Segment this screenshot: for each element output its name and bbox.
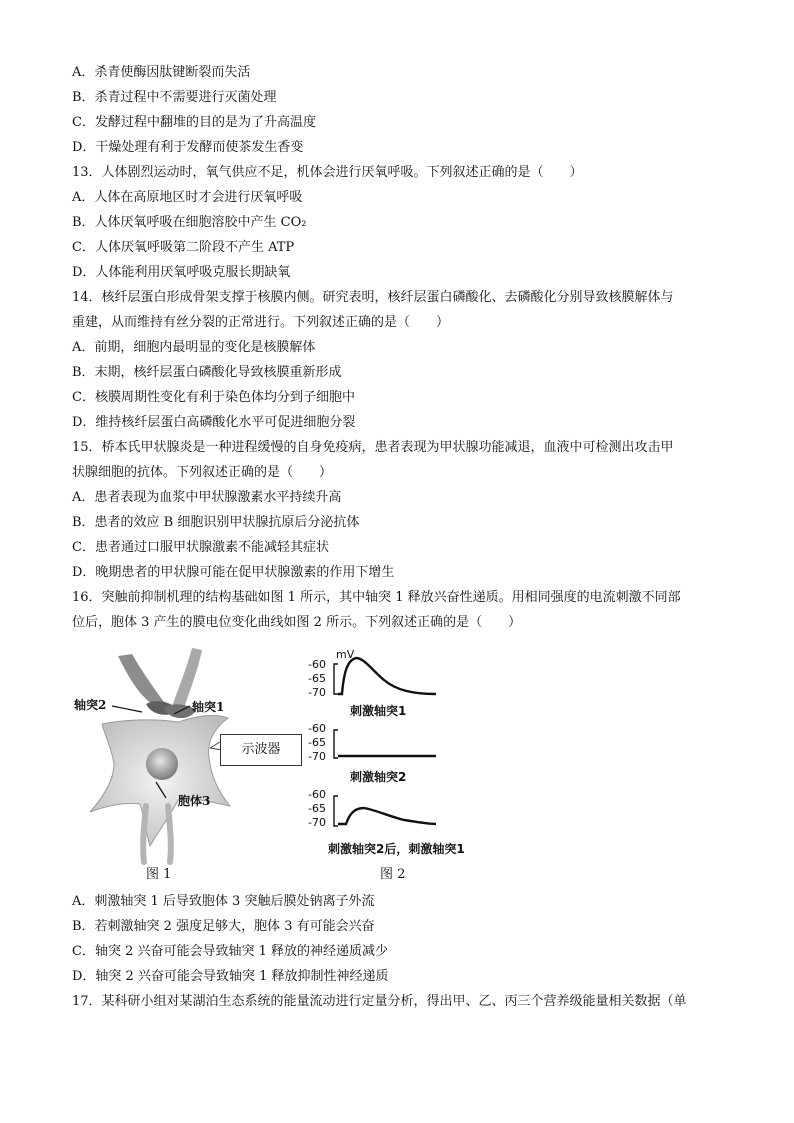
q13-option-c: C．人体厌氧呼吸第二阶段不产生 ATP <box>72 240 295 255</box>
q17-stem-line1: 17．某科研小组对某湖泊生态系统的能量流动进行定量分析，得出甲、乙、丙三个营养级能量相关数据（单 <box>72 994 687 1009</box>
label-axon2: 轴突2 <box>74 698 107 712</box>
p3-tick-60: -60 <box>308 788 326 801</box>
q12-option-b: B．杀青过程中不需要进行灭菌处理 <box>72 90 277 105</box>
q15-option-b: B．患者的效应 B 细胞识别甲状腺抗原后分泌抗体 <box>72 515 360 530</box>
q12-option-d: D．干燥处理有利于发酵而使茶发生香变 <box>72 140 304 155</box>
q14-option-b: B．末期，核纤层蛋白磷酸化导致核膜重新形成 <box>72 365 342 380</box>
q16-option-b: B．若刺激轴突 2 强度足够大，胞体 3 有可能会兴奋 <box>72 919 375 934</box>
q12-option-c: C．发酵过程中翻堆的目的是为了升高温度 <box>72 115 316 130</box>
trace-panel-2 <box>332 724 452 764</box>
q13-option-d: D．人体能利用厌氧呼吸克服长期缺氧 <box>72 265 291 280</box>
p3-tick-70: -70 <box>308 816 326 829</box>
trace-caption-1: 刺激轴突1 <box>350 704 407 718</box>
q16-figures <box>60 646 500 886</box>
p1-tick-60: -60 <box>308 658 326 671</box>
p2-tick-65: -65 <box>308 736 326 749</box>
trace-caption-3: 刺激轴突2后，刺激轴突1 <box>328 842 465 856</box>
q14-option-a: A．前期，细胞内最明显的变化是核膜解体 <box>72 340 316 355</box>
oscilloscope-box: 示波器 <box>220 734 302 766</box>
p3-tick-65: -65 <box>308 802 326 815</box>
q16-option-c: C．轴突 2 兴奋可能会导致轴突 1 释放的神经递质减少 <box>72 944 389 959</box>
q13-option-b: B．人体厌氧呼吸在细胞溶胶中产生 CO₂ <box>72 215 307 230</box>
q15-option-c: C．患者通过口服甲状腺激素不能减轻其症状 <box>72 540 329 555</box>
axon1-shape <box>172 648 202 708</box>
q14-option-c: C．核膜周期性变化有利于染色体均分到子细胞中 <box>72 390 355 405</box>
q14-stem-line2: 重建，从而维持有丝分裂的正常进行。下列叙述正确的是（ ） <box>72 315 450 330</box>
trace-3 <box>338 808 436 824</box>
label-axon1: 轴突1 <box>192 700 225 714</box>
trace-panel-1 <box>332 650 452 700</box>
soma-body <box>90 715 230 846</box>
trace-panel-3 <box>332 790 452 834</box>
q16-stem-line1: 16．突触前抑制机理的结构基础如图 1 所示，其中轴突 1 释放兴奋性递质。用相同强度的电流刺激不同部 <box>72 590 681 605</box>
unit-label: mV <box>336 648 355 661</box>
p1-tick-70: -70 <box>308 686 326 699</box>
figure2-caption: 图 2 <box>380 867 406 882</box>
q14-option-d: D．维持核纤层蛋白高磷酸化水平可促进细胞分裂 <box>72 415 356 430</box>
q16-stem-line2: 位后，胞体 3 产生的膜电位变化曲线如图 2 所示。下列叙述正确的是（ ） <box>72 615 522 630</box>
trace-caption-2: 刺激轴突2 <box>350 770 407 784</box>
q15-option-d: D．晚期患者的甲状腺可能在促甲状腺激素的作用下增生 <box>72 565 395 580</box>
trace-1 <box>338 658 436 694</box>
label-soma3: 胞体3 <box>178 794 211 808</box>
q13-stem: 13．人体剧烈运动时，氧气供应不足，机体会进行厌氧呼吸。下列叙述正确的是（ ） <box>72 165 583 180</box>
q15-option-a: A．患者表现为血浆中甲状腺激素水平持续升高 <box>72 490 342 505</box>
p2-tick-60: -60 <box>308 722 326 735</box>
p1-tick-65: -65 <box>308 672 326 685</box>
q16-option-d: D．轴突 2 兴奋可能会导致轴突 1 释放抑制性神经递质 <box>72 969 389 984</box>
q15-stem-line1: 15．桥本氏甲状腺炎是一种进程缓慢的自身免疫病，患者表现为甲状腺功能减退，血液中可检测出攻击甲 <box>72 440 674 455</box>
figure1-caption: 图 1 <box>146 867 172 882</box>
p2-tick-70: -70 <box>308 750 326 763</box>
q16-option-a: A．刺激轴突 1 后导致胞体 3 突触后膜处钠离子外流 <box>72 894 375 909</box>
axon2-shape <box>118 654 164 704</box>
q14-stem-line1: 14．核纤层蛋白形成骨架支撑于核膜内侧。研究表明，核纤层蛋白磷酸化、去磷酸化分别导致核膜解体与 <box>72 290 674 305</box>
q12-option-a: A．杀青使酶因肽键断裂而失活 <box>72 65 251 80</box>
nucleus <box>146 748 178 780</box>
q13-option-a: A．人体在高原地区时才会进行厌氧呼吸 <box>72 190 303 205</box>
q15-stem-line2: 状腺细胞的抗体。下列叙述正确的是（ ） <box>72 465 333 480</box>
